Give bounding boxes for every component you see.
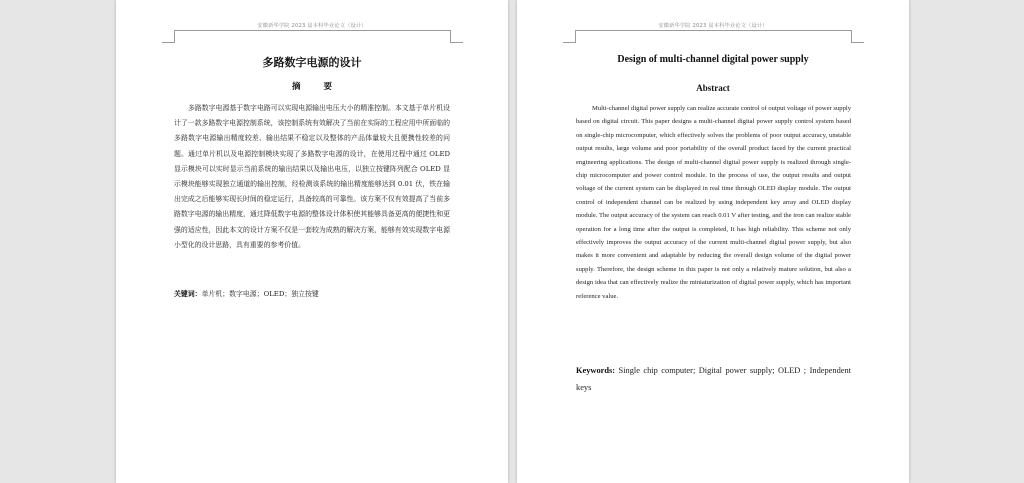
chinese-abstract-page [116,0,508,483]
header-rule-left-tick [174,30,175,42]
abstract-heading: 摘 要 [292,82,342,92]
abstract-body-en: Multi-channel digital power supply can realize accurate control of output voltage of power supply based on digital circuit. This paper designs a multi-channel digital power supply control system based on single-chip microcomputer, which effectively solves the problems of poor output accuracy, unstable output results, large volume and poor portability of the overall product faced by the current practical engineering applications. The design of multi-channel digital power supply is realized through single-chip microcomputer and power control module. In the process of use, the output results and output voltage of the current system can be displayed in real time through OLED display module. The output control of independent channel can be realized by using independent key array and OLED display module. The output accuracy of the system can reach 0.01 V after testing, and the iron can realize stable operation for a long time after the output is completed, It has high reliability. This scheme not only effectively improves the output accuracy of the current multi-channel digital power supply, but also makes it more convenient and adaptable by reducing the overall design volume of the digital power supply. Therefore, the design scheme in this paper is not only a relatively mature solution, but also a design idea that can effectively realize the miniaturization of digital power supply, which has important reference value. [576,105,851,300]
keywords-value: 单片机；数字电源；OLED；独立按键 [201,290,319,298]
thesis-title: 多路数字电源的设计 [262,56,362,69]
header-rule-left-foot [162,42,175,43]
header-rule-right-foot [450,42,463,43]
keywords-label: 关键词： [174,290,202,298]
header-rule [575,30,851,31]
abstract-heading-en: Abstract [696,83,730,93]
keywords-value-en: Single chip computer; Digital power supply; OLED ; Independent keys [576,366,851,392]
thesis-title-en: Design of multi-channel digital power supply [617,54,809,65]
keywords-line [174,288,450,298]
header-rule-left-tick [575,30,576,42]
keywords-label-en: Keywords: [576,366,616,375]
header-rule [174,30,450,31]
header-rule-right-tick [450,30,451,42]
running-header: 安徽新华学院 2023 届本科毕业论文（设计） [257,23,367,29]
header-rule-right-foot [851,42,864,43]
running-header: 安徽新华学院 2023 届本科毕业论文（设计） [658,23,768,29]
header-rule-right-tick [851,30,852,42]
header-rule-left-foot [563,42,576,43]
english-abstract-page [517,0,909,483]
keywords-line-en [576,362,851,396]
abstract-body: 多路数字电源基于数字电路可以实现电源输出电压大小的精准控制。本文基于单片机设计了一款多路数字电源控制系统，该控制系统有效解决了当前在实际的工程应用中所面临的多路数字电源输出精度较差、输出结果不稳定以及整体的产品体量较大且便携性较差的问题。通过单片机以及电源控制模块实现了多路数字电源的设计，在使用过程中通过 OLED 显示模块可以实时显示当前系统的输出结果以及输出电压，以独立按键阵列配合 OLED 显示模块能够实现独立通道的输出控制，经检测该系统的输出精度能够达到 0.01 伏，铁在输出完成之后能够实现长时间的稳定运行，具备较高的可靠性。该方案不仅有效提高了当前多路数字电源的输出精度，通过降低数字电源的整体设计体积使其能够具备更高的便捷性和更强的适应性，因此本文的设计方案不仅是一套较为成熟的解决方案，能够有效实现数字电源小型化的设计思路，具有重要的参考价值。 [174,104,450,249]
